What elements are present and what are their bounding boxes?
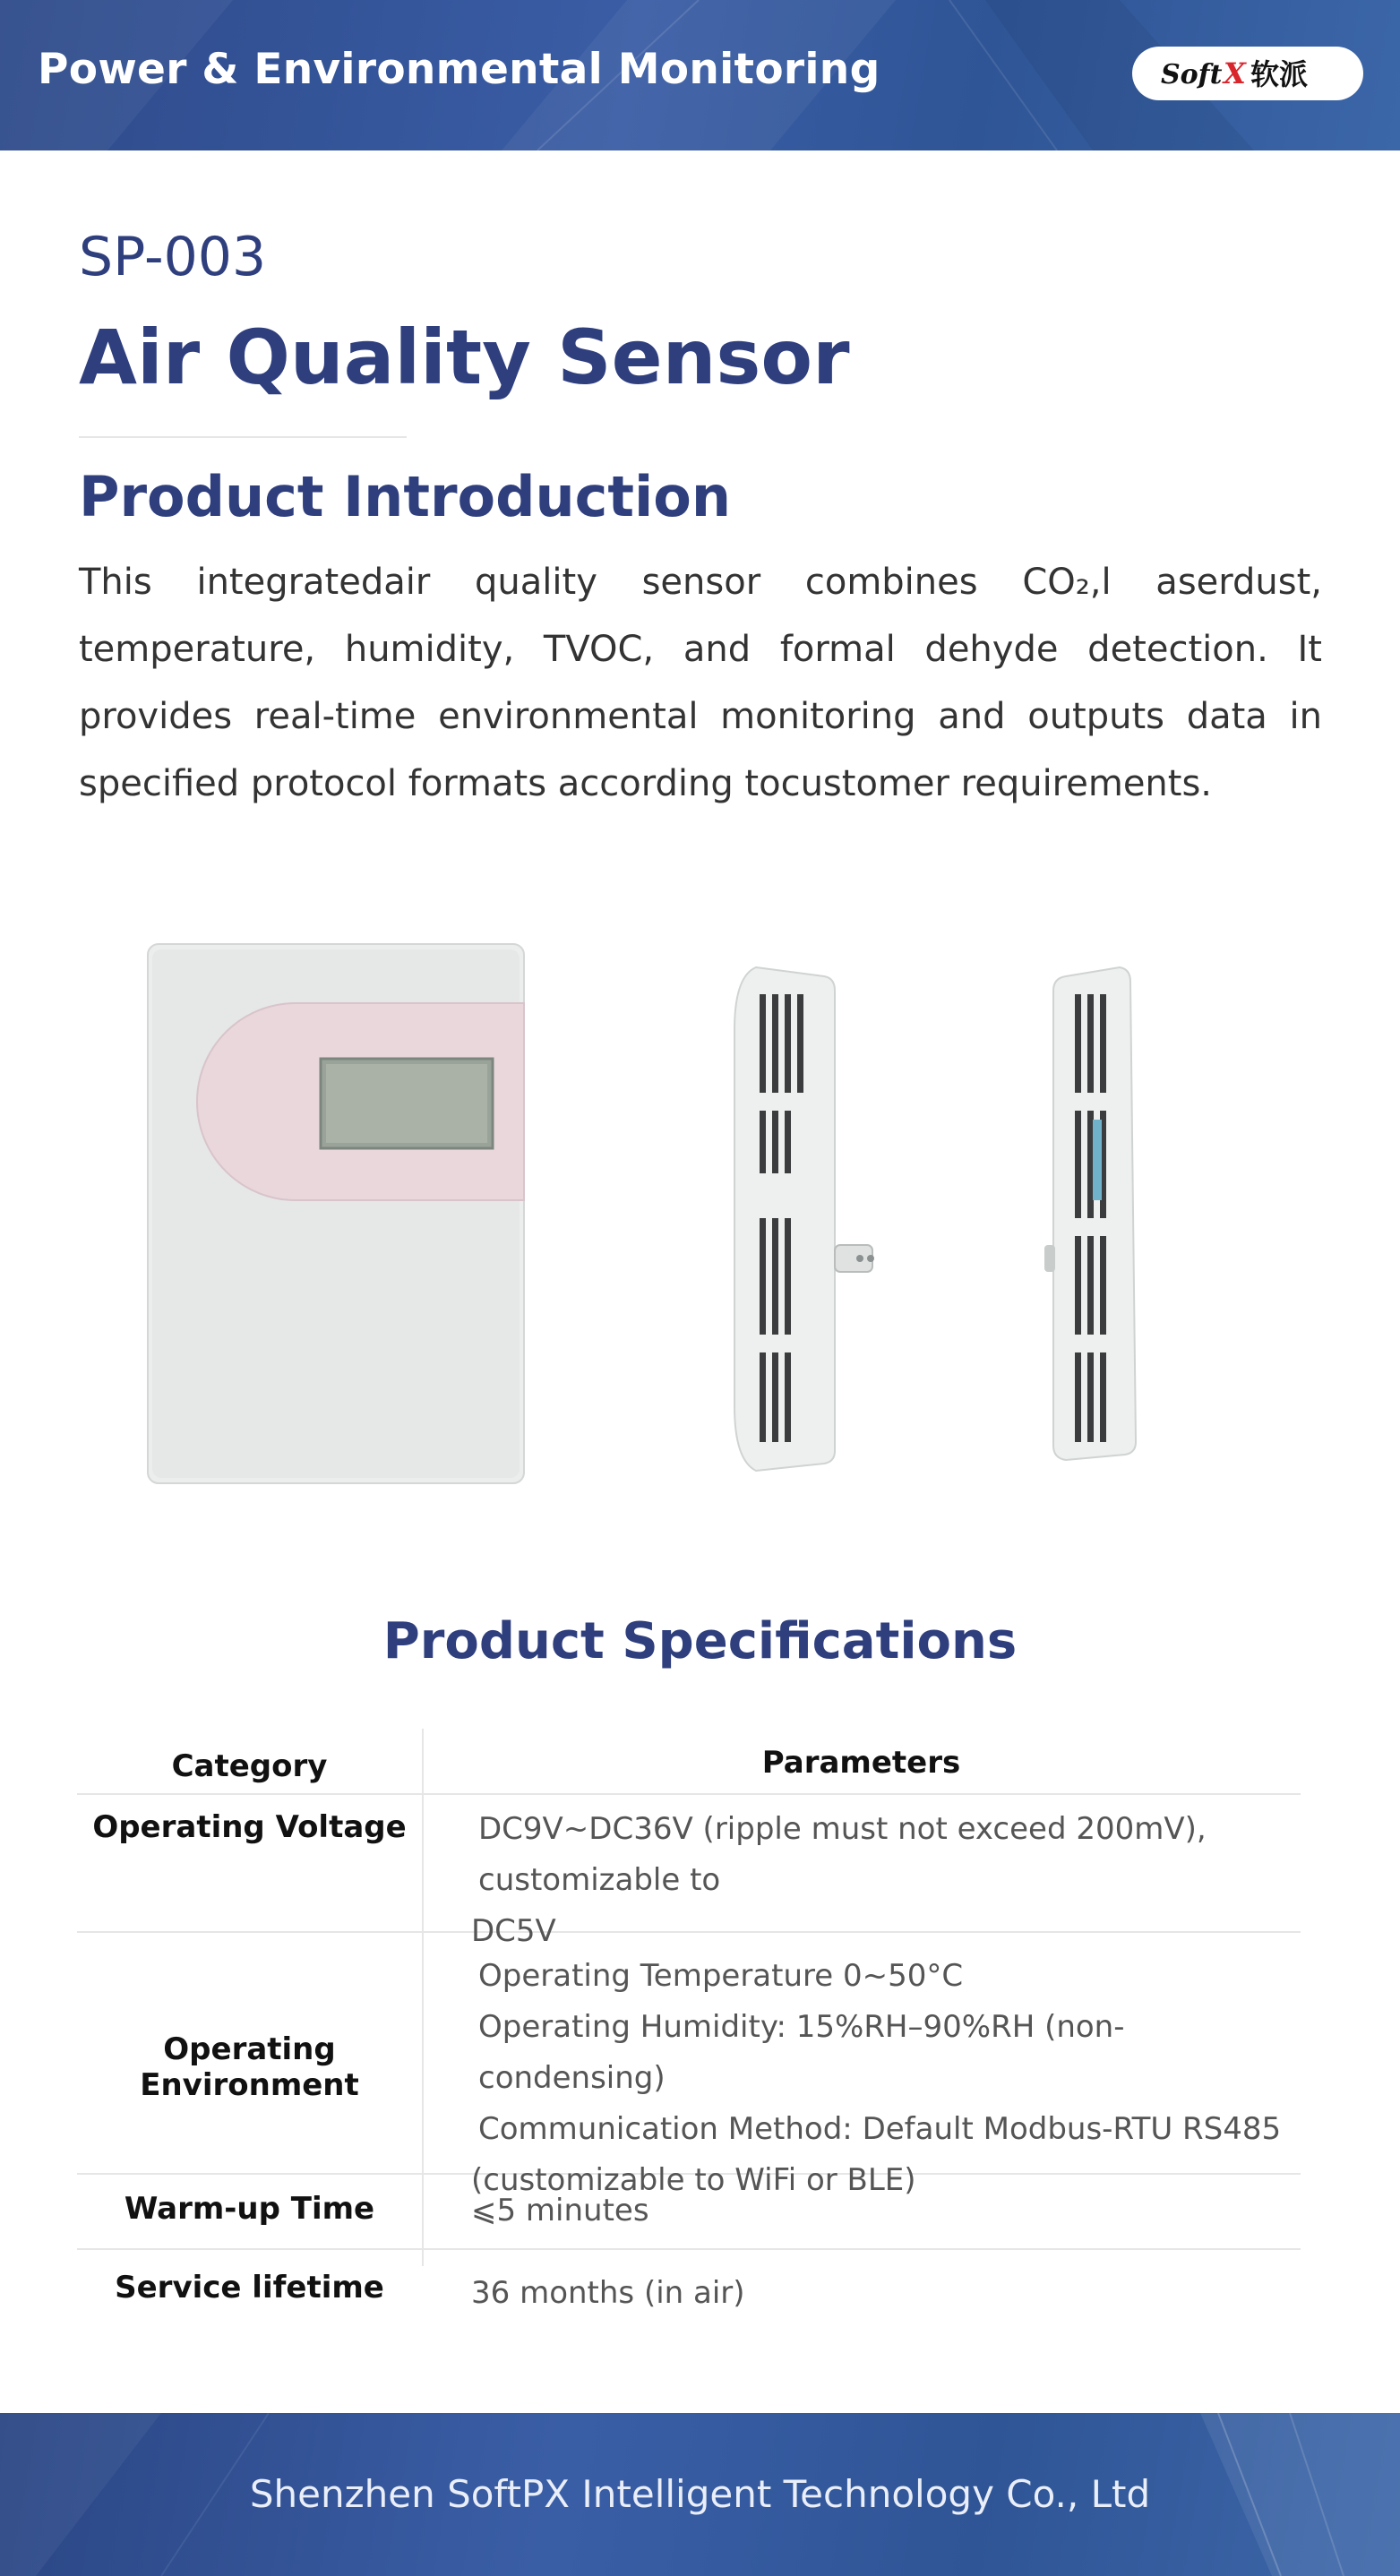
softx-logo-icon	[1154, 53, 1342, 94]
value-line: DC5V	[471, 1913, 556, 1949]
row-category: Operating Voltage	[92, 1809, 407, 1845]
intro-paragraph: This integratedair quality sensor combines CO₂,l aserdust, temperature, humidity, TVOC, and formal dehyde detection. It provides real-time environmental monitoring and outputs data in specified protocol formats according tocustomer requirements.	[79, 562, 1322, 804]
value-line: Operating Humidity: 15%RH–90%RH (non-condensing)	[478, 2009, 1125, 2096]
company-logo	[1132, 47, 1363, 100]
row-category: Service lifetime	[115, 2270, 384, 2306]
specs-heading: Product Specifications	[382, 1612, 1018, 1670]
value-line: (customizable to WiFi or BLE)	[471, 2162, 916, 2198]
header-banner	[0, 0, 1400, 150]
row-value	[471, 2185, 1295, 2237]
title-divider	[79, 436, 407, 438]
footer-company-name: Shenzhen SoftPX Intelligent Technology Co., Ltd	[249, 2472, 1151, 2516]
product-photos	[107, 905, 1317, 1532]
table-row	[77, 1933, 1301, 2198]
footer-banner	[0, 2413, 1400, 2576]
svg-text:Soft: Soft	[1161, 59, 1223, 90]
value-line: ⩽5 minutes	[471, 2193, 649, 2228]
value-line: DC9V~DC36V (ripple must not exceed 200mV), customizable to	[478, 1811, 1207, 1898]
row-value	[471, 1951, 1295, 2206]
table-row	[77, 2250, 1301, 2331]
header-category: Category	[171, 1748, 328, 1784]
value-line: 36 months (in air)	[471, 2275, 745, 2311]
row-category: Operating Environment	[140, 2031, 359, 2103]
header-parameters: Parameters	[761, 1745, 961, 1781]
svg-text:X: X	[1224, 56, 1246, 90]
table-row	[77, 2175, 1301, 2250]
product-model: SP-003	[79, 226, 267, 288]
value-line: Communication Method: Default Modbus-RTU RS485	[478, 2111, 1282, 2147]
product-name: Air Quality Sensor	[79, 313, 850, 401]
sensor-front-photo	[148, 944, 524, 1483]
row-value	[471, 2268, 1295, 2319]
header-title: Power & Environmental Monitoring	[38, 45, 880, 94]
spec-table	[77, 1729, 1301, 2331]
table-row	[77, 1795, 1301, 1949]
sensor-side-photo-right	[1044, 967, 1136, 1460]
sensor-side-photo-left	[734, 967, 874, 1471]
table-header-row	[77, 1729, 1301, 1795]
intro-heading: Product Introduction	[79, 464, 732, 529]
row-category: Warm-up Time	[124, 2191, 375, 2227]
svg-text:软派: 软派	[1250, 57, 1309, 91]
value-line: Operating Temperature 0~50°C	[478, 1958, 964, 1994]
